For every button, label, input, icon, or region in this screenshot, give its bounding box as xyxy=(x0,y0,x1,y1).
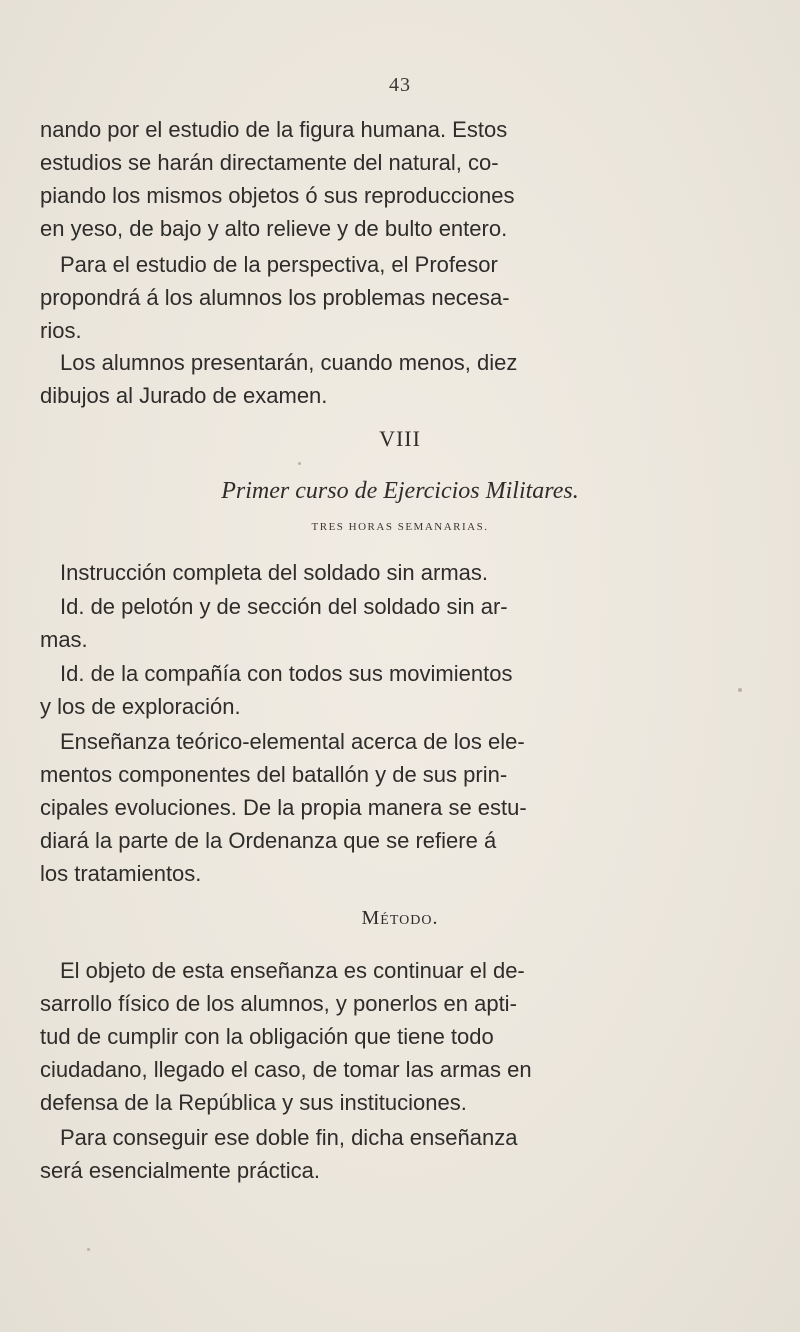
text-line: diará la parte de la Ordenanza que se refiere á xyxy=(40,828,497,853)
text-line: cipales evoluciones. De la propia manera se estu- xyxy=(40,795,527,820)
method-title: Método. xyxy=(361,907,439,929)
page-number: 43 xyxy=(389,74,411,96)
text-line: propondrá á los alumnos los problemas necesa- xyxy=(40,285,510,310)
paper-speck xyxy=(738,688,742,692)
text-line: Los alumnos presentarán, cuando menos, diez xyxy=(60,350,518,375)
section-title: Primer curso de Ejercicios Militares. xyxy=(221,478,579,504)
text-line: piando los mismos objetos ó sus reproducciones xyxy=(40,183,515,208)
text-line: mentos componentes del batallón y de sus prin- xyxy=(40,762,508,787)
text-line: ciudadano, llegado el caso, de tomar las armas en xyxy=(40,1057,532,1082)
text-line: y los de exploración. xyxy=(40,694,241,719)
text-line: Enseñanza teórico-elemental acerca de los ele- xyxy=(60,729,525,754)
text-line: mas. xyxy=(40,627,88,652)
text-line: en yeso, de bajo y alto relieve y de bulto entero. xyxy=(40,216,508,241)
paper-speck xyxy=(298,462,301,465)
section-hours: TRES HORAS SEMANARIAS. xyxy=(311,521,489,533)
text-line: sarrollo físico de los alumnos, y ponerlos en apti- xyxy=(40,991,517,1016)
text-line: defensa de la República y sus instituciones. xyxy=(40,1090,467,1115)
paper-speck xyxy=(87,1248,90,1251)
section-number: VIII xyxy=(379,426,421,451)
text-line: nando por el estudio de la figura humana. Estos xyxy=(40,117,508,142)
text-line: Id. de la compañía con todos sus movimientos xyxy=(60,661,513,686)
text-line: El objeto de esta enseñanza es continuar el de- xyxy=(60,958,525,983)
text-line: Instrucción completa del soldado sin armas. xyxy=(60,560,488,585)
text-line: Para conseguir ese doble fin, dicha enseñanza xyxy=(60,1125,518,1150)
text-line: Id. de pelotón y de sección del soldado sin ar- xyxy=(60,594,508,619)
text-line: estudios se harán directamente del natural, co- xyxy=(40,150,499,175)
text-line: dibujos al Jurado de examen. xyxy=(40,383,328,408)
text-line: rios. xyxy=(40,318,82,343)
text-line: Para el estudio de la perspectiva, el Profesor xyxy=(60,252,498,277)
text-line: los tratamientos. xyxy=(40,861,202,886)
text-line: tud de cumplir con la obligación que tiene todo xyxy=(40,1024,494,1049)
text-line: será esencialmente práctica. xyxy=(40,1158,321,1183)
